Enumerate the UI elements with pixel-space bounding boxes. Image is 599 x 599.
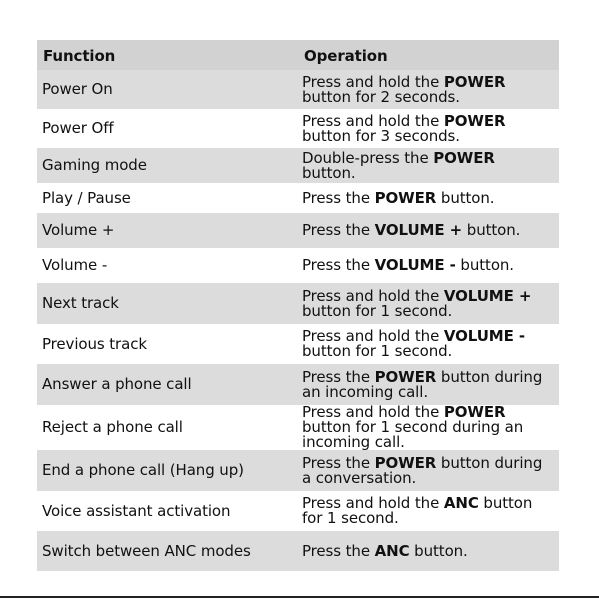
function-cell: Reject a phone call [42, 418, 183, 436]
table-row [37, 324, 559, 364]
operation-cell: Press the ANC button. [298, 531, 559, 571]
function-cell: Gaming mode [37, 148, 298, 183]
function-cell: Previous track [42, 334, 147, 353]
function-cell: Volume + [37, 213, 298, 248]
function-cell: Answer a phone call [37, 364, 298, 405]
operation-cell: Double-press the POWER button. [298, 148, 559, 183]
operation-cell: Press and hold the POWER button for 1 second during an incoming call. [302, 403, 524, 451]
operation-cell: Press the POWER button during a conversation. [298, 450, 559, 491]
operation-cell: Press and hold the VOLUME + button for 1 second. [298, 283, 559, 324]
table-row [37, 109, 559, 148]
table-row [37, 70, 559, 109]
table-row [37, 183, 559, 213]
operation-cell: Press and hold the ANC button for 1 second. [302, 494, 533, 527]
operation-cell: Press the POWER button during an incoming call. [298, 364, 559, 405]
table-row [37, 148, 559, 183]
table-row [37, 364, 559, 405]
function-cell: Power Off [42, 119, 114, 137]
function-cell: Volume - [42, 256, 108, 274]
function-cell: Next track [37, 283, 298, 324]
table-row [37, 283, 559, 324]
table-row [37, 405, 559, 450]
table-row [37, 213, 559, 248]
operation-cell: Press the VOLUME + button. [298, 213, 559, 248]
header-function: Function [37, 40, 298, 70]
operation-cell: Press and hold the VOLUME - button for 1 second. [302, 327, 525, 360]
operation-cell: Press the POWER button. [302, 188, 495, 207]
function-cell: Power On [37, 70, 298, 109]
function-cell: Voice assistant activation [42, 501, 231, 520]
bottom-rule [0, 596, 599, 598]
table-row [37, 450, 559, 491]
operation-cell: Press the VOLUME - button. [302, 256, 514, 274]
table-row [37, 531, 559, 571]
header-operation: Operation [298, 40, 559, 70]
function-operation-table [37, 40, 559, 571]
function-cell: Play / Pause [42, 188, 131, 207]
function-cell: End a phone call (Hang up) [37, 450, 298, 491]
table-header-row [37, 40, 559, 70]
table-row [37, 248, 559, 283]
table-row [37, 491, 559, 531]
operation-cell: Press and hold the POWER button for 2 seconds. [298, 70, 559, 109]
function-cell: Switch between ANC modes [37, 531, 298, 571]
operation-cell: Press and hold the POWER button for 3 seconds. [302, 111, 506, 145]
